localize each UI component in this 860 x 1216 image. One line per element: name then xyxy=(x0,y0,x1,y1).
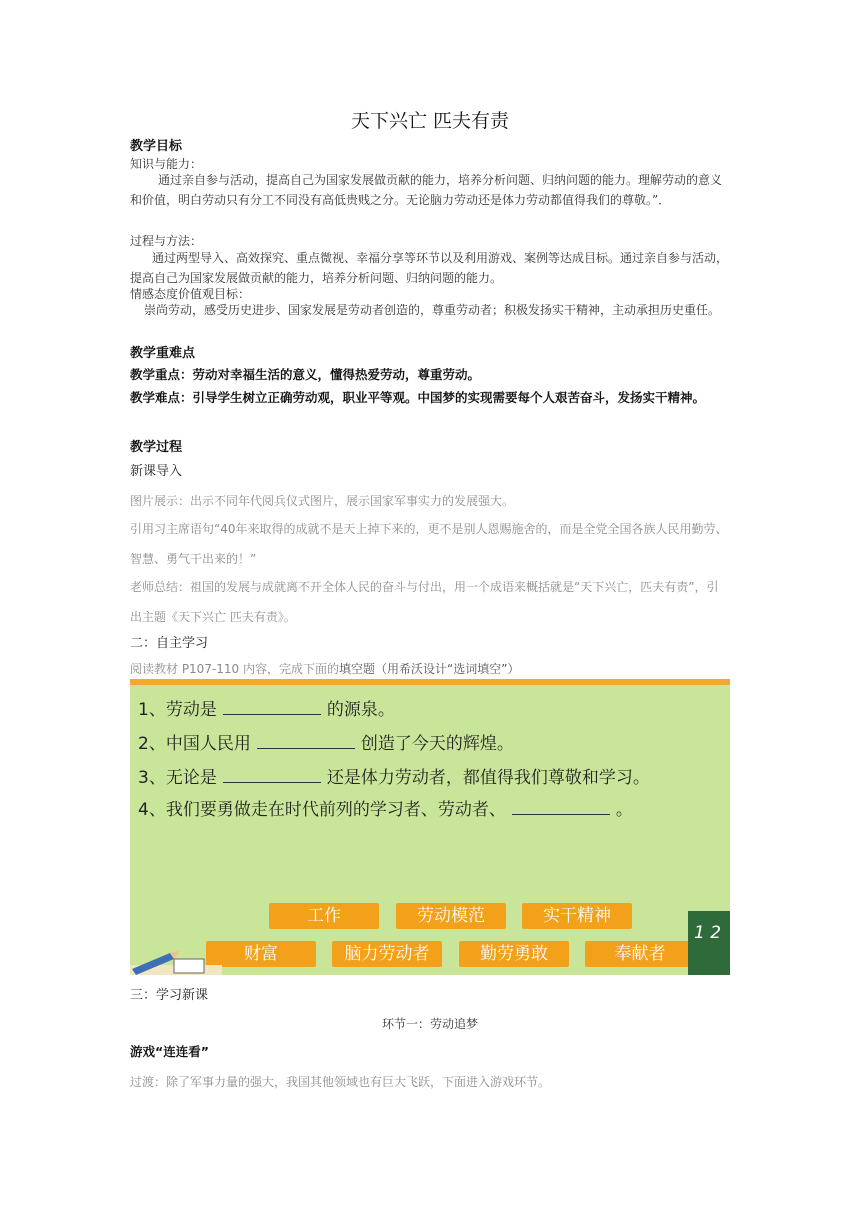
quote-text: 引用习主席语句“40年来取得的成就不是天上掉下来的，更不是别人恩赐施舍的，而是全党全国各族人民用勤劳、智慧、勇气干出来的！” xyxy=(130,522,728,566)
new-lesson-heading: 三：学习新课 xyxy=(130,988,209,1003)
question-2-prefix: 2、中国人民用 xyxy=(138,734,251,754)
question-4-suffix: 。 xyxy=(615,800,633,820)
question-4-prefix: 4、我们要勇做走在时代前列的学习者、劳动者、 xyxy=(138,800,506,820)
board-top-bar xyxy=(130,679,730,685)
question-1 xyxy=(138,695,395,720)
option-button-practical-spirit[interactable]: 实干精神 xyxy=(522,903,632,929)
reading-part-a: 阅读教材 P107-110 内容，完成下面的 xyxy=(130,662,340,676)
knowledge-text: 通过亲自参与活动，提高自己为国家发展做贡献的能力，培养分析问题、归纳问题的能力。理解劳动的意义和价值，明白劳动只有分工不同没有高低贵贱之分。无论脑力劳动还是体力劳动都值得我们的尊敬。”． xyxy=(130,173,723,207)
blank-3[interactable] xyxy=(223,766,321,783)
keypoints-heading: 教学重难点 xyxy=(130,346,196,361)
blank-4[interactable] xyxy=(512,798,610,815)
picture-show: 图片展示：出示不同年代阅兵仪式图片，展示国家军事实力的发展强大。 xyxy=(130,494,515,508)
option-button-wealth[interactable]: 财富 xyxy=(206,941,316,967)
question-2-suffix: 创造了今天的辉煌。 xyxy=(360,734,514,754)
question-3 xyxy=(138,763,650,788)
self-study-heading: 二：自主学习 xyxy=(130,636,209,651)
question-3-suffix: 还是体力劳动者，都值得我们尊敬和学习。 xyxy=(326,768,650,788)
pencil-ruler-icon xyxy=(130,939,222,975)
question-1-suffix: 的源泉。 xyxy=(326,700,395,720)
option-button-contributor[interactable]: 奉献者 xyxy=(585,941,695,967)
option-button-labor-model[interactable]: 劳动模范 xyxy=(396,903,506,929)
emotion-text: 崇尚劳动，感受历史进步、国家发展是劳动者创造的，尊重劳动者；积极发扬实干精神，主动承担历史重任。 xyxy=(144,303,721,317)
section-one-title: 环节一：劳动追梦 xyxy=(381,1017,478,1031)
question-4 xyxy=(138,795,633,820)
game-title: 游戏“连连看” xyxy=(130,1044,209,1059)
blank-2[interactable] xyxy=(257,732,355,749)
option-button-work[interactable]: 工作 xyxy=(269,903,379,929)
option-button-diligent-brave[interactable]: 勤劳勇敢 xyxy=(459,941,569,967)
process-text: 通过两型导入、高效探究、重点微视、幸福分享等环节以及利用游戏、案例等达成目标。通过亲自参与活动，提高自己为国家发展做贡献的能力，培养分析问题、归纳问题的能力。 xyxy=(130,251,729,285)
chalkboard-numbers: 1 2 xyxy=(694,923,722,943)
process-label: 过程与方法： xyxy=(130,234,203,248)
fill-in-blank-board xyxy=(130,679,730,975)
blank-1[interactable] xyxy=(223,698,321,715)
intro-label: 新课导入 xyxy=(130,464,183,479)
question-1-prefix: 1、劳动是 xyxy=(138,700,217,720)
question-3-prefix: 3、无论是 xyxy=(138,768,217,788)
teacher-summary: 老师总结：祖国的发展与成就离不开全体人民的奋斗与付出，用一个成语来概括就是“天下兴亡，匹夫有责”，引出主题《天下兴亡 匹夫有责》。 xyxy=(130,580,719,624)
knowledge-label: 知识与能力： xyxy=(130,157,203,171)
emotion-label: 情感态度价值观目标： xyxy=(130,287,251,301)
chalkboard-corner xyxy=(688,911,730,975)
document-title: 天下兴亡 匹夫有责 xyxy=(350,110,510,132)
question-2 xyxy=(138,729,514,754)
goals-heading: 教学目标 xyxy=(130,139,183,154)
difficult-point: 教学难点：引导学生树立正确劳动观，职业平等观。中国梦的实现需要每个人艰苦奋斗，发扬实干精神。 xyxy=(130,390,706,405)
transition-text: 过渡：除了军事力量的强大，我国其他领域也有巨大飞跃，下面进入游戏环节。 xyxy=(130,1075,551,1089)
reading-instruction xyxy=(130,660,519,677)
process-heading: 教学过程 xyxy=(130,440,183,455)
reading-part-b: 填空题（用希沃设计“选词填空”） xyxy=(339,662,520,676)
key-point: 教学重点：劳动对幸福生活的意义，懂得热爱劳动，尊重劳动。 xyxy=(130,367,481,382)
option-button-mental-worker[interactable]: 脑力劳动者 xyxy=(332,941,442,967)
